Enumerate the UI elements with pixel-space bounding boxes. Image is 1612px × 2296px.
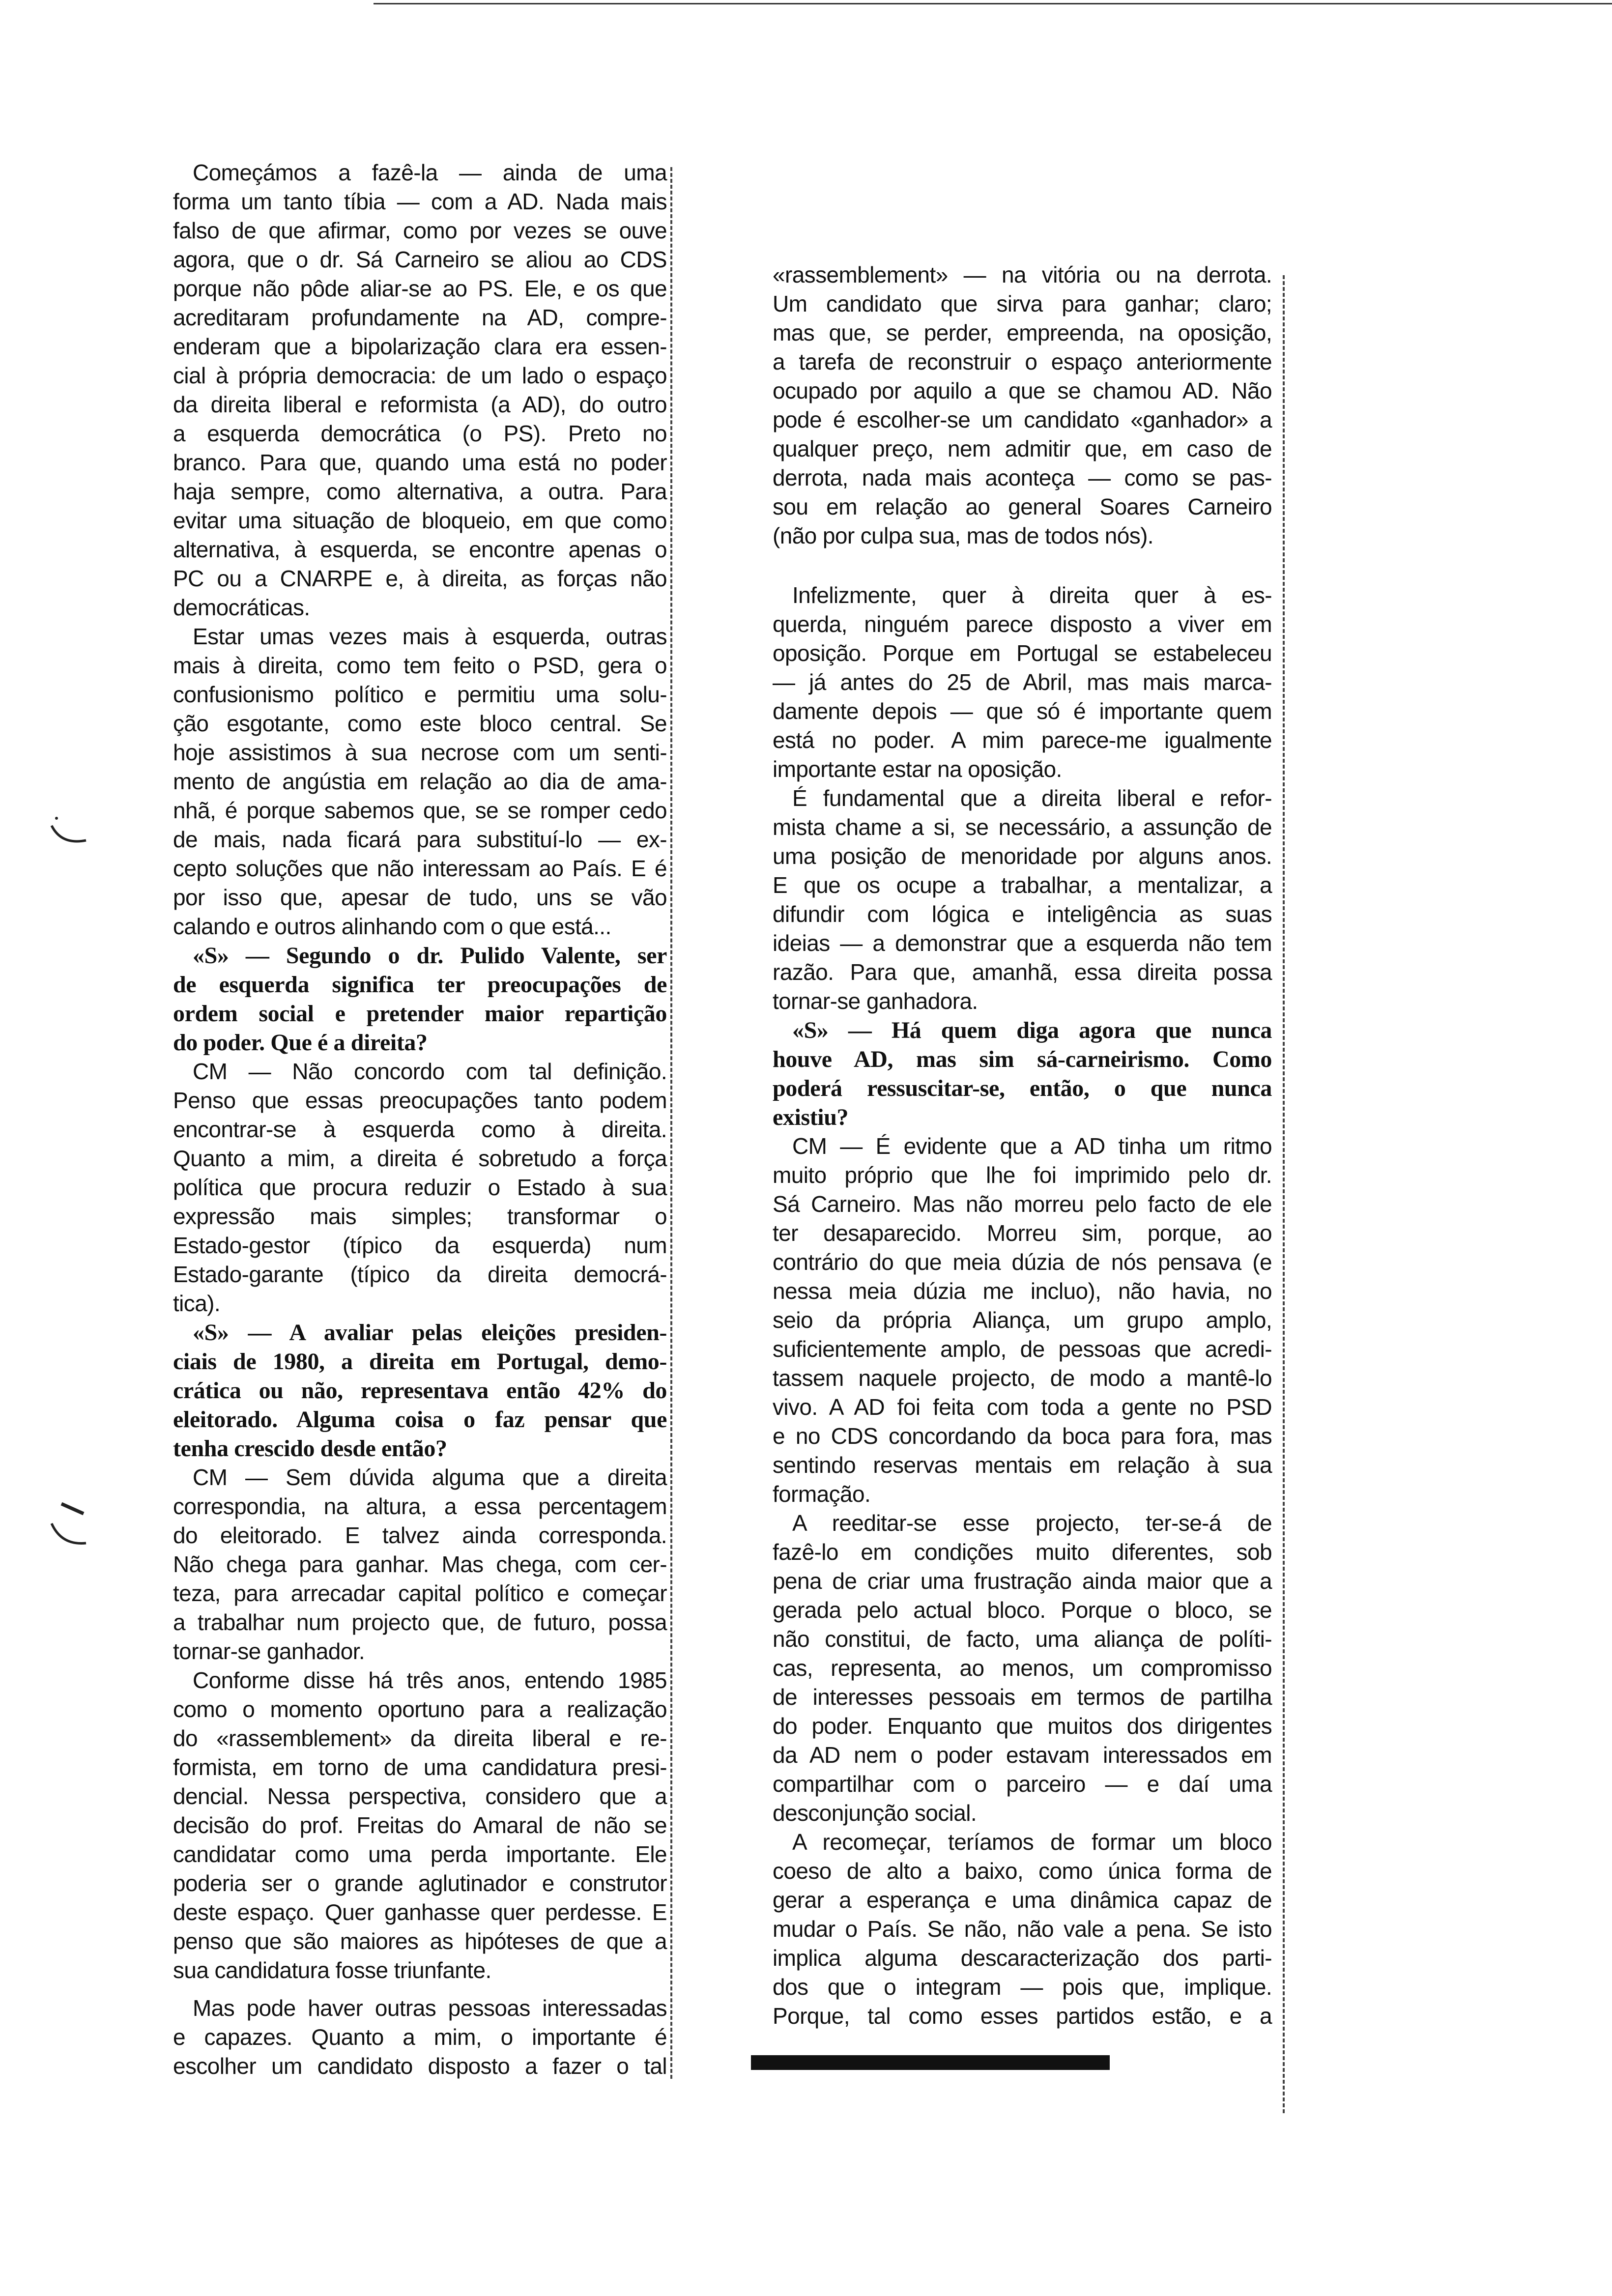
text-line: (não por culpa sua, mas de todos nós). xyxy=(773,523,1153,548)
text-line: houve AD, mas sim sá-carneirismo. Como xyxy=(773,1046,1272,1072)
paragraph xyxy=(173,1994,667,2081)
text-line: PC ou a CNARPE e, à direita, as forças não xyxy=(173,566,667,591)
text-line: porque não pôde aliar-se ao PS. Ele, e os que xyxy=(173,276,667,301)
text-line: uma posição de menoridade por alguns anos. xyxy=(773,843,1272,869)
text-line: haja sempre, como alternativa, a outra. Para xyxy=(173,479,667,504)
text-line: ciais de 1980, a direita em Portugal, demo- xyxy=(173,1349,667,1375)
text-line: CM — É evidente que a AD tinha um ritmo xyxy=(792,1133,1272,1159)
text-line: tica). xyxy=(173,1291,221,1316)
text-line: democráticas. xyxy=(173,595,310,620)
text-line: nhã, é porque sabemos que, se se romper cedo xyxy=(173,798,667,823)
article-column-right xyxy=(773,260,1272,2031)
text-line: do poder. Que é a direita? xyxy=(173,1030,428,1056)
text-line: Estar umas vezes mais à esquerda, outras xyxy=(193,624,667,649)
interview-question xyxy=(773,1016,1272,1132)
text-line: da AD nem o poder estavam interessados em xyxy=(773,1742,1272,1768)
text-line: fazê-lo em condições muito diferentes, sob xyxy=(773,1539,1272,1565)
text-line: forma um tanto tíbia — com a AD. Nada mais xyxy=(173,189,667,214)
text-line: calando e outros alinhando com o que está... xyxy=(173,914,611,939)
paragraph xyxy=(173,1666,667,1985)
text-line: poderá ressuscitar-se, então, o que nunca xyxy=(773,1075,1272,1101)
text-line: A reeditar-se esse projecto, ter-se-á de xyxy=(792,1510,1272,1536)
interview-question xyxy=(173,941,667,1057)
text-line: do «rassemblement» da direita liberal e re- xyxy=(173,1725,667,1751)
text-line: alternativa, à esquerda, se encontre apenas o xyxy=(173,537,667,562)
text-line: de interesses pessoais em termos de partilha xyxy=(773,1684,1272,1710)
text-line: Estado-gestor (típico da esquerda) num xyxy=(173,1233,667,1258)
text-line: Quanto a mim, a direita é sobretudo a força xyxy=(173,1146,667,1171)
interview-question xyxy=(173,1318,667,1463)
top-rule xyxy=(374,3,1612,4)
text-line: qualquer preço, nem admitir que, em caso de xyxy=(773,436,1272,461)
text-line: eleitorado. Alguma coisa o faz pensar que xyxy=(173,1406,667,1433)
text-line: implica alguma descaracterização dos parti- xyxy=(773,1945,1272,1971)
text-line: sou em relação ao general Soares Carneiro xyxy=(773,494,1272,519)
text-line: gerada pelo actual bloco. Porque o bloco, se xyxy=(773,1597,1272,1623)
text-line: cas, representa, ao menos, um compromisso xyxy=(773,1655,1272,1681)
text-line: agora, que o dr. Sá Carneiro se aliou ao CDS xyxy=(173,247,667,272)
redaction-bar xyxy=(751,2055,1110,2070)
text-line: a trabalhar num projecto que, de futuro, possa xyxy=(173,1609,667,1635)
text-line: nessa meia dúzia me incluo), não havia, no xyxy=(773,1278,1272,1304)
text-line: enderam que a bipolarização clara era essen- xyxy=(173,334,667,359)
text-line: «S» — Há quem diga agora que nunca xyxy=(792,1017,1272,1043)
text-line: evitar uma situação de bloqueio, em que como xyxy=(173,508,667,533)
text-line: compartilhar com o parceiro — e daí uma xyxy=(773,1771,1272,1797)
text-line: poderia ser o grande aglutinador e construtor xyxy=(173,1870,667,1896)
text-line: vivo. A AD foi feita com toda a gente no PSD xyxy=(773,1394,1272,1420)
text-line: «S» — Segundo o dr. Pulido Valente, ser xyxy=(193,943,667,969)
text-line: — já antes do 25 de Abril, mas mais marca- xyxy=(773,669,1272,695)
text-line: branco. Para que, quando uma está no poder xyxy=(173,450,667,475)
text-line: cepto soluções que não interessam ao País. E é xyxy=(173,856,667,881)
paragraph xyxy=(773,1509,1272,1828)
text-line: Sá Carneiro. Mas não morreu pelo facto de ele xyxy=(773,1191,1272,1217)
text-line: Mas pode haver outras pessoas interessadas xyxy=(193,1995,667,2021)
text-line: dencial. Nessa perspectiva, considero que a xyxy=(173,1783,667,1809)
text-line: É fundamental que a direita liberal e refor- xyxy=(792,785,1272,811)
article-column-left xyxy=(173,158,667,2081)
text-line: decisão do prof. Freitas do Amaral de não se xyxy=(173,1812,667,1838)
text-line: CM — Não concordo com tal definição. xyxy=(193,1059,667,1084)
text-line: mento de angústia em relação ao dia de ama- xyxy=(173,769,667,794)
paragraph xyxy=(773,1828,1272,2031)
text-line: Penso que essas preocupações tanto podem xyxy=(173,1088,667,1113)
text-line: tornar-se ganhador. xyxy=(173,1638,365,1664)
text-line: Começámos a fazê-la — ainda de uma xyxy=(193,160,667,185)
text-line: e capazes. Quanto a mim, o importante é xyxy=(173,2024,667,2050)
text-line: ordem social e pretender maior repartição xyxy=(173,1001,667,1027)
text-line: ocupado por aquilo a que se chamou AD. Não xyxy=(773,378,1272,403)
text-line: acreditaram profundamente na AD, compre- xyxy=(173,305,667,330)
text-line: seio da própria Aliança, um grupo amplo, xyxy=(773,1307,1272,1333)
text-line: ter desaparecido. Morreu sim, porque, ao xyxy=(773,1220,1272,1246)
text-line: contrário do que meia dúzia de nós pensava (e xyxy=(773,1249,1272,1275)
paragraph xyxy=(773,1132,1272,1509)
text-line: Infelizmente, quer à direita quer à es- xyxy=(792,582,1272,608)
text-line: correspondia, na altura, a essa percentagem xyxy=(173,1493,667,1519)
text-line: e no CDS concordando da boca para fora, mas xyxy=(773,1423,1272,1449)
text-line: mudar o País. Se não, não vale a pena. Se isto xyxy=(773,1916,1272,1942)
text-line: E que os ocupe a trabalhar, a mentalizar, a xyxy=(773,872,1272,898)
column-divider xyxy=(670,167,672,2079)
text-line: expressão mais simples; transformar o xyxy=(173,1204,667,1229)
text-line: coeso de alto a baixo, como única forma de xyxy=(773,1858,1272,1884)
text-line: Não chega para ganhar. Mas chega, com cer- xyxy=(173,1551,667,1577)
text-line: querda, ninguém parece disposto a viver em xyxy=(773,611,1272,637)
text-line: confusionismo político e permitiu uma solu- xyxy=(173,682,667,707)
text-line: deste espaço. Quer ganhasse quer perdesse. E xyxy=(173,1899,667,1925)
text-line: suficientemente amplo, de pessoas que acredi- xyxy=(773,1336,1272,1362)
text-line: razão. Para que, amanhã, essa direita possa xyxy=(773,959,1272,985)
text-line: muito próprio que lhe foi imprimido pelo dr. xyxy=(773,1162,1272,1188)
text-line: pena de criar uma frustração ainda maior que a xyxy=(773,1568,1272,1594)
text-line: teza, para arrecadar capital político e começar xyxy=(173,1580,667,1606)
text-line: Estado-garante (típico da direita democrá- xyxy=(173,1262,667,1287)
text-line: «rassemblement» — na vitória ou na derrota. xyxy=(773,262,1272,287)
text-line: existiu? xyxy=(773,1104,849,1130)
text-line: Porque, tal como esses partidos estão, e a xyxy=(773,2003,1272,2029)
text-line: de esquerda significa ter preocupações de xyxy=(173,972,667,998)
text-line: política que procura reduzir o Estado à sua xyxy=(173,1175,667,1200)
text-line: desconjunção social. xyxy=(773,1800,977,1826)
paragraph xyxy=(773,581,1272,784)
text-line: Conforme disse há três anos, entendo 1985 xyxy=(193,1667,667,1693)
text-line: damente depois — que só é importante quem xyxy=(773,698,1272,724)
text-line: importante estar na oposição. xyxy=(773,756,1062,782)
text-line: pode é escolher-se um candidato «ganhador» a xyxy=(773,407,1272,432)
text-line: falso de que afirmar, como por vezes se ouve xyxy=(173,218,667,243)
text-line: tassem naquele projecto, de modo a mantê-lo xyxy=(773,1365,1272,1391)
text-line: da direita liberal e reformista (a AD), do outro xyxy=(173,392,667,417)
paragraph xyxy=(173,1463,667,1666)
text-line: «S» — A avaliar pelas eleições presiden- xyxy=(193,1320,667,1346)
text-line: mais à direita, como tem feito o PSD, gera o xyxy=(173,653,667,678)
text-line: de mais, nada ficará para substituí-lo — ex- xyxy=(173,827,667,852)
paragraph xyxy=(173,1057,667,1318)
text-line: por isso que, apesar de tudo, uns se vão xyxy=(173,885,667,910)
text-line: Um candidato que sirva para ganhar; claro; xyxy=(773,291,1272,316)
paragraph xyxy=(173,622,667,941)
scan-mark-icon xyxy=(47,816,91,860)
paragraph xyxy=(773,784,1272,1016)
text-line: formação. xyxy=(773,1481,871,1507)
column-divider xyxy=(1283,275,1285,2113)
text-line: crática ou não, representava então 42% do xyxy=(173,1378,667,1404)
text-line: sentindo reservas mentais em relação à sua xyxy=(773,1452,1272,1478)
paragraph xyxy=(173,158,667,622)
text-line: gerar a esperança e uma dinâmica capaz de xyxy=(773,1887,1272,1913)
text-line: difundir com lógica e inteligência as suas xyxy=(773,901,1272,927)
text-line: dos que o integram — pois que, implique. xyxy=(773,1974,1272,2000)
text-line: hoje assistimos à sua necrose com um senti- xyxy=(173,740,667,765)
text-line: derrota, nada mais aconteça — como se pas- xyxy=(773,465,1272,490)
text-line: tenha crescido desde então? xyxy=(173,1435,447,1462)
text-line: do poder. Enquanto que muitos dos dirigentes xyxy=(773,1713,1272,1739)
text-line: tornar-se ganhadora. xyxy=(773,988,978,1014)
text-line: não constitui, de facto, uma aliança de políti- xyxy=(773,1626,1272,1652)
text-line: está no poder. A mim parece-me igualmente xyxy=(773,727,1272,753)
text-line: mas que, se perder, empreenda, na oposição, xyxy=(773,320,1272,345)
text-line: ideias — a demonstrar que a esquerda não tem xyxy=(773,930,1272,956)
text-line: como o momento oportuno para a realização xyxy=(173,1696,667,1722)
text-line: do eleitorado. E talvez ainda corresponda. xyxy=(173,1522,667,1548)
text-line: penso que são maiores as hipóteses de que a xyxy=(173,1928,667,1954)
scan-mark-icon xyxy=(47,1499,91,1553)
text-line: formista, em torno de uma candidatura presi- xyxy=(173,1754,667,1780)
text-line: mista chame a si, se necessário, a assunção de xyxy=(773,814,1272,840)
text-line: ção esgotante, como este bloco central. Se xyxy=(173,711,667,736)
text-line: CM — Sem dúvida alguma que a direita xyxy=(193,1464,667,1490)
text-line: oposição. Porque em Portugal se estabeleceu xyxy=(773,640,1272,666)
text-line: cial à própria democracia: de um lado o espaço xyxy=(173,363,667,388)
paragraph xyxy=(773,260,1272,550)
text-line: candidatar como uma perda importante. Ele xyxy=(173,1841,667,1867)
text-line: sua candidatura fosse triunfante. xyxy=(173,1957,491,1983)
text-line: a tarefa de reconstruir o espaço anteriormente xyxy=(773,349,1272,374)
text-line: escolher um candidato disposto a fazer o tal xyxy=(173,2053,667,2079)
text-line: a esquerda democrática (o PS). Preto no xyxy=(173,421,667,446)
text-line: encontrar-se à esquerda como à direita. xyxy=(173,1117,667,1142)
text-line: A recomeçar, teríamos de formar um bloco xyxy=(792,1829,1272,1855)
